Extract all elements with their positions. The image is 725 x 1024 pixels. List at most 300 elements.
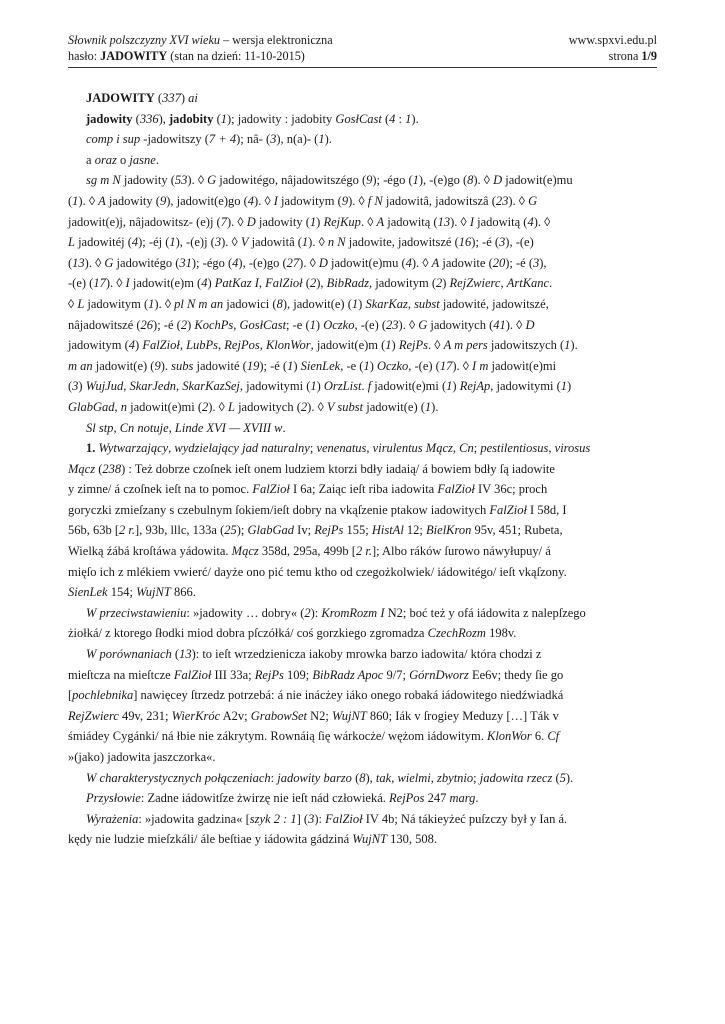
text-segment: A (431, 255, 440, 270)
text-segment: ), n(a)- ( (276, 132, 319, 147)
text-segment: Wytwarzający (98, 441, 169, 456)
quotation-line (68, 479, 657, 500)
text-segment: jadowit(e)m ( (129, 276, 202, 291)
text-segment: 1 (560, 379, 567, 394)
text-segment: BibRadz Apoc (312, 667, 384, 682)
text-segment: ). ◊ (398, 317, 419, 332)
text-segment: Linde XVI — XVIII w (174, 420, 283, 435)
text-segment: V (240, 235, 249, 250)
text-segment: ( (552, 770, 560, 785)
text-segment: IV 4b; Ná tákieyżeć puſzczy był y Ian á. (362, 811, 568, 826)
text-segment: ). ◊ (533, 214, 551, 229)
text-segment: 1 (72, 193, 79, 208)
quotation-line (68, 459, 657, 480)
text-segment: 9 (159, 193, 167, 208)
text-segment: ); -éj ( (138, 235, 170, 250)
inflection-line (68, 397, 657, 418)
text-segment: ). ◊ (411, 255, 432, 270)
text-segment: N2; (307, 708, 333, 723)
text-segment: 4 (389, 111, 396, 126)
text-segment: ), (539, 255, 547, 270)
text-segment: ) (391, 338, 399, 353)
text-segment: 8 (467, 173, 474, 188)
text-segment: 41 (493, 317, 506, 332)
text-segment: 1 (148, 296, 155, 311)
text-segment: 9 (366, 173, 373, 188)
text-segment: . ◊ (360, 214, 377, 229)
text-segment: : Zadne iádowitſze żwirzę nie ieſt nád człowieká. (140, 791, 390, 806)
text-segment: -(e) ( (68, 276, 94, 291)
quotation-line (68, 520, 657, 541)
text-segment: jadowit(e)mu ( (327, 255, 406, 270)
text-segment: W przeciwstawieniu (86, 605, 187, 620)
text-segment: ) : Też dobrze czoſnek ieſt onem ludziem ktorzi bdły iadaią/ á bowiem bdły ſą iadowite (121, 461, 555, 476)
text-segment: ). ◊ (78, 193, 99, 208)
text-segment: W porównaniach (86, 647, 172, 662)
text-segment: ). ◊ (505, 317, 526, 332)
quotation-line (68, 829, 657, 850)
text-segment: GórnDworz (409, 667, 469, 682)
text-segment: Sl stp (86, 420, 114, 435)
text-segment: , (366, 441, 373, 456)
text-segment: , (123, 379, 130, 394)
text-segment: jadowit(e) ( (363, 399, 425, 414)
text-segment: jadowitym ( (277, 193, 342, 208)
text-segment: RejPs (398, 338, 429, 353)
inflection-line (68, 253, 657, 274)
text-segment: ) (135, 338, 143, 353)
text-segment: 3 (270, 132, 277, 147)
text-segment: ), (365, 770, 376, 785)
text-segment: WujNT (136, 585, 171, 600)
text-segment: 1 (424, 399, 432, 414)
text-segment: ( (68, 379, 73, 394)
text-segment: ( (302, 276, 310, 291)
text-segment: GlabGad (247, 523, 295, 538)
inflection-line (68, 191, 657, 212)
text-segment: 56b, 63b [ (68, 523, 120, 538)
text-segment: I 6a; Zaiąc ieſt riba iadowita (289, 482, 438, 497)
text-segment: 337 (162, 91, 181, 105)
text-segment: goryczki zmieſzany s czebulnym ſokiem/ieſt dobry na vkąſzenie ptakow iadowitych (68, 502, 490, 517)
text-segment: 13 (437, 214, 451, 229)
text-segment: jadowitym ( (84, 296, 149, 311)
text-segment: f (367, 379, 372, 394)
text-segment: FalZioł (489, 502, 527, 517)
text-segment: , (259, 338, 266, 353)
text-segment: KromRozm I (321, 605, 385, 620)
text-segment: jadowity ( (120, 173, 175, 188)
text-segment: 1 (363, 358, 370, 373)
text-segment: ; (473, 441, 481, 456)
text-segment: I (469, 214, 474, 229)
text-segment: 2 r. (119, 523, 136, 538)
quotation-line (68, 665, 657, 686)
text-segment: , (168, 420, 175, 435)
text-segment: ) (358, 296, 366, 311)
text-segment: 198v. (485, 626, 517, 641)
text-segment: RejKup (323, 214, 361, 229)
page-indicator: strona 1/9 (608, 49, 657, 63)
text-segment: L (68, 235, 75, 250)
inflection-line (68, 273, 657, 294)
dictionary-title: Słownik polszczyzny XVI wieku – wersja elektroniczna (68, 33, 333, 47)
text-segment: ). ◊ (154, 296, 175, 311)
text-segment: , (452, 441, 460, 456)
text-segment: ), -(e) (505, 235, 534, 250)
text-segment: sg m N (86, 173, 121, 188)
text-segment: oraz (94, 152, 117, 167)
text-segment: Mącz (231, 544, 259, 559)
text-segment: A2v; (220, 708, 251, 723)
text-segment: ); nâ- ( (236, 132, 271, 147)
text-segment: 4 (201, 276, 208, 291)
text-segment: 1 (405, 111, 412, 126)
text-segment: ): (314, 811, 326, 826)
text-segment: mięſo ich z mlékiem vwierć/ dayże ono pić temu ktho od czegożkolwiek/ iádowitégo/ ieſt vkąſzony. (68, 564, 567, 579)
contrast-section (68, 603, 657, 624)
text-segment: 13 (72, 255, 85, 270)
text-segment: I 58d, I (526, 502, 567, 517)
text-segment: SkarKazSej (182, 379, 240, 394)
text-segment: jadowite ( (439, 255, 493, 270)
text-segment: D (525, 317, 535, 332)
quotation-line (68, 562, 657, 583)
text-segment: 19 (246, 358, 260, 373)
text-segment: 20 (492, 255, 506, 270)
text-segment: 53 (174, 173, 188, 188)
text-segment: wydzielający jad naturalny (174, 441, 310, 456)
text-segment: RejPos (389, 791, 425, 806)
text-segment: ). ◊ (307, 399, 327, 414)
text-segment: ) (207, 276, 215, 291)
text-segment: I (125, 276, 130, 291)
text-segment: ] ( (296, 811, 309, 826)
text-segment: ai (188, 91, 198, 105)
text-segment: y zimne/ á czoſnek ieſt na to pomoc. (68, 482, 253, 497)
text-segment: D (318, 255, 328, 270)
text-segment: 1. (86, 441, 96, 456)
text-segment: GrabowSet (250, 708, 308, 723)
text-segment: »(jako) jadowita jaszczorka«. (68, 750, 216, 764)
text-segment: jadowitégo, nâjadowitszégo ( (216, 173, 367, 188)
text-segment: , -(e) ( (408, 358, 440, 373)
text-segment: jasne (129, 152, 156, 167)
text-segment: Oczko (323, 317, 355, 332)
quotation-line (68, 747, 657, 768)
text-segment: jadowitą ( (384, 214, 438, 229)
text-segment: ) (452, 379, 460, 394)
text-segment: pl N m an (174, 296, 224, 311)
text-segment: jadowit(e)mi ( (127, 399, 203, 414)
text-segment: , jadowitym ( (368, 276, 436, 291)
text-segment: jadowici ( (223, 296, 277, 311)
text-segment: szyk 2 : 1 (249, 811, 297, 826)
text-segment: 1 (287, 358, 294, 373)
text-segment: ( (68, 255, 73, 270)
text-segment: Ee6v; thedy ſie go (468, 667, 564, 682)
text-segment: , (258, 276, 266, 291)
entry-content (68, 88, 657, 850)
text-segment: ◊ (68, 296, 78, 311)
text-segment: I (273, 193, 278, 208)
text-segment: ). ◊ (226, 214, 247, 229)
text-segment: WujNT (332, 708, 367, 723)
text-segment: ] nawięcey ſtrzedz potrzebá: á nie inácżey iáko onego robaká iádowitego niedźwiadká (133, 688, 564, 703)
text-segment: śmiádey Cygánki/ ná łbie nie zákrytym. Rownáią ſię wárkocże/ wężom iádowitym. (68, 729, 487, 744)
text-segment: ), -(e)go ( (418, 173, 468, 188)
text-segment: 109; (283, 667, 313, 682)
text-segment: RejZwierc (449, 276, 501, 291)
text-segment: ); -égo ( (372, 173, 413, 188)
text-segment: ). (411, 111, 419, 126)
text-segment: 4 (232, 255, 239, 270)
text-segment: . (549, 276, 553, 291)
text-segment: ); -é ( (153, 317, 181, 332)
text-segment: , (114, 399, 121, 414)
text-segment: ) (180, 91, 189, 105)
text-segment: venenatus (316, 441, 367, 456)
text-segment: JADOWITY (86, 91, 155, 105)
text-segment: ). ◊ (84, 255, 105, 270)
text-segment: 17 (93, 276, 106, 291)
text-segment: BibRadz (326, 276, 369, 291)
text-segment: ); -é ( (259, 358, 288, 373)
text-segment: ( (95, 461, 103, 476)
cross-reference (68, 150, 657, 171)
text-segment: ]; Albo ráków ſurowo náwyłupuy/ á (371, 544, 551, 559)
text-segment: PatKaz I (214, 276, 259, 291)
text-segment: ). ◊ (452, 358, 473, 373)
text-segment: ). (431, 399, 439, 414)
text-segment: GosłCast (239, 317, 287, 332)
text-segment: ) (316, 214, 324, 229)
text-segment: subst (414, 296, 440, 311)
text-segment: ). ◊ (473, 173, 494, 188)
text-segment: . (155, 152, 159, 167)
text-segment: ; (473, 770, 480, 785)
site-url[interactable]: www.spxvi.edu.pl (568, 33, 657, 47)
text-segment: ); (236, 523, 248, 538)
text-segment: jadobity (169, 111, 214, 126)
text-segment: ), (158, 111, 169, 126)
text-segment: 7 + 4 (208, 132, 237, 147)
text-segment: 2 (304, 605, 311, 620)
text-segment: 49v, 231; (118, 708, 172, 723)
text-segment: 9/7; (383, 667, 410, 682)
text-segment: nâjadowitszé ( (68, 317, 141, 332)
text-segment: 358d, 295a, 499b [ (258, 544, 356, 559)
text-segment: jadowitych ( (234, 399, 301, 414)
text-segment: 866. (170, 585, 196, 600)
text-segment: wielmi (397, 770, 431, 785)
text-segment: , -(e) ( (354, 317, 387, 332)
text-segment: SkarJedn (129, 379, 176, 394)
text-segment: RejPs (314, 523, 344, 538)
text-segment: jadowit(e)j, nâjadowitsz- (e)j ( (68, 214, 221, 229)
text-segment: ); -é ( (471, 235, 500, 250)
text-segment: 1 (385, 338, 392, 353)
text-segment: ( (213, 111, 221, 126)
text-segment: jadowité ( (193, 358, 247, 373)
text-segment: virulentus Mącz (372, 441, 453, 456)
text-segment: 247 (424, 791, 450, 806)
text-segment: 2 (202, 399, 209, 414)
text-segment: ), jadowit(e) ( (282, 296, 352, 311)
text-segment: 4 (131, 235, 139, 250)
header-divider (68, 67, 657, 68)
text-segment: Przysłowie (86, 791, 141, 806)
text-segment: n N (327, 235, 346, 250)
text-segment: : (270, 770, 278, 785)
text-segment: ) (187, 317, 195, 332)
comparisons-section (68, 644, 657, 665)
text-segment: jadowitéj ( (74, 235, 132, 250)
text-segment: jadowity ( (105, 193, 160, 208)
text-segment: marg (449, 791, 476, 806)
text-segment: , (407, 296, 415, 311)
text-segment: ], 93b, lllc, 133a ( (135, 523, 225, 538)
text-segment: SienLek (300, 358, 341, 373)
text-segment: comp i sup (86, 132, 141, 147)
text-segment: ArtKanc (506, 276, 550, 291)
text-segment: żiołká/ z ktorego ſłodki miod dobra pſczółká/ coś gorzkiego zgromadza (68, 626, 428, 641)
header-row-1 (68, 32, 657, 48)
text-segment: jadowitâ, jadowitszâ ( (382, 193, 496, 208)
text-segment: ); -égo ( (191, 255, 233, 270)
text-segment: : »jadowita gadzina« [ (138, 811, 250, 826)
text-segment: GosłCast (335, 111, 382, 126)
text-segment: A (98, 193, 106, 208)
text-segment: 2 r. (355, 544, 372, 559)
text-segment: jadowitâ ( (248, 235, 302, 250)
text-segment: 4 (527, 214, 534, 229)
text-segment: 17 (439, 358, 453, 373)
quotation-line (68, 541, 657, 562)
text-segment: 2 (309, 276, 317, 291)
text-segment: RejAp (459, 379, 491, 394)
text-segment: 3 (214, 235, 222, 250)
text-segment: jadowity barzo (277, 770, 352, 785)
text-segment: 3 (308, 811, 315, 826)
inflection-line (68, 315, 657, 336)
text-segment: jadowitych ( (427, 317, 494, 332)
text-segment: 155; (343, 523, 372, 538)
text-segment: ). (565, 770, 574, 785)
sources-note (68, 418, 657, 439)
text-segment: jadowity ( (255, 214, 310, 229)
text-segment: . ◊ (428, 338, 444, 353)
text-segment: jadowit(e)mi (488, 358, 557, 373)
text-segment: ): (310, 605, 322, 620)
text-segment: 31 (179, 255, 192, 270)
text-segment: 1 (351, 296, 359, 311)
text-segment: ), -(e)j ( (175, 235, 215, 250)
comparison-forms (68, 129, 657, 150)
text-segment: 1 (412, 173, 419, 188)
text-segment: WujNT (352, 832, 388, 847)
text-segment: G (528, 193, 538, 208)
text-segment: , (175, 379, 183, 394)
text-segment: FalZioł (325, 811, 363, 826)
text-segment: RejPos (224, 338, 260, 353)
text-segment: OrzList (323, 379, 362, 394)
text-segment: : »jadowity … dobry« ( (186, 605, 305, 620)
text-segment: ; (309, 441, 317, 456)
text-segment: subs (171, 358, 194, 373)
text-segment: WierKróc (171, 708, 221, 723)
text-segment: ) (369, 358, 377, 373)
quotation-line (68, 685, 657, 706)
text-segment: 1 (446, 379, 453, 394)
text-segment: 2 (436, 276, 443, 291)
quotation-line (68, 706, 657, 727)
text-segment: 1 (318, 132, 325, 147)
text-segment: L (77, 296, 85, 311)
text-segment: A (376, 214, 385, 229)
text-segment: Cn notuje (119, 420, 169, 435)
text-segment: 12; (403, 523, 427, 538)
text-segment: jadowitą ( (474, 214, 528, 229)
text-segment: ). ◊ (299, 255, 319, 270)
sense-1-definition (68, 438, 657, 459)
text-segment: ), -(e)go ( (238, 255, 287, 270)
text-segment: 4 (247, 193, 255, 208)
text-segment: HistAl (371, 523, 404, 538)
text-segment: ). ◊ (450, 214, 470, 229)
text-segment: , (430, 770, 438, 785)
text-segment: kędy nie ludzie mieſzkáli/ ále beſtiae y iádowita gádziná (68, 832, 353, 847)
text-segment: mieſtcza na mieſtcze (68, 667, 174, 682)
text-segment: Cf (547, 729, 560, 744)
text-segment: CzechRozm (427, 626, 486, 641)
inflection-line (68, 170, 657, 191)
proverb-section (68, 788, 657, 809)
text-segment: 4 (128, 338, 136, 353)
text-segment: WujJud (85, 379, 124, 394)
text-segment: : (395, 111, 406, 126)
text-segment: 7 (220, 214, 227, 229)
text-segment: 1 (310, 379, 317, 394)
text-segment: pochlebnika (72, 688, 134, 703)
text-segment: jadowite, jadowitszé ( (345, 235, 459, 250)
text-segment: 13 (179, 647, 192, 662)
text-segment: 1 (301, 235, 309, 250)
headword-line (68, 88, 657, 109)
text-segment: BielKron (426, 523, 472, 538)
text-segment: o (116, 152, 130, 167)
text-segment: m an (68, 358, 93, 373)
text-segment: 9 (341, 193, 349, 208)
quotation-line (68, 726, 657, 747)
text-segment: 5 (559, 770, 566, 785)
text-segment: jadowity (86, 111, 133, 126)
text-segment: 1 (309, 317, 316, 332)
text-segment: FalZioł (252, 482, 290, 497)
expressions-section (68, 809, 657, 830)
text-segment: jadowitym ( (68, 338, 129, 353)
text-segment: , (548, 441, 555, 456)
text-segment: ) (78, 379, 86, 394)
text-segment: ) (442, 276, 450, 291)
text-segment: ). ◊ (187, 173, 208, 188)
text-segment: G (207, 173, 217, 188)
text-segment: 6. (531, 729, 548, 744)
text-segment: 16 (458, 235, 472, 250)
text-segment: 154; (107, 585, 137, 600)
text-segment: a (86, 152, 95, 167)
page-header (68, 32, 657, 68)
